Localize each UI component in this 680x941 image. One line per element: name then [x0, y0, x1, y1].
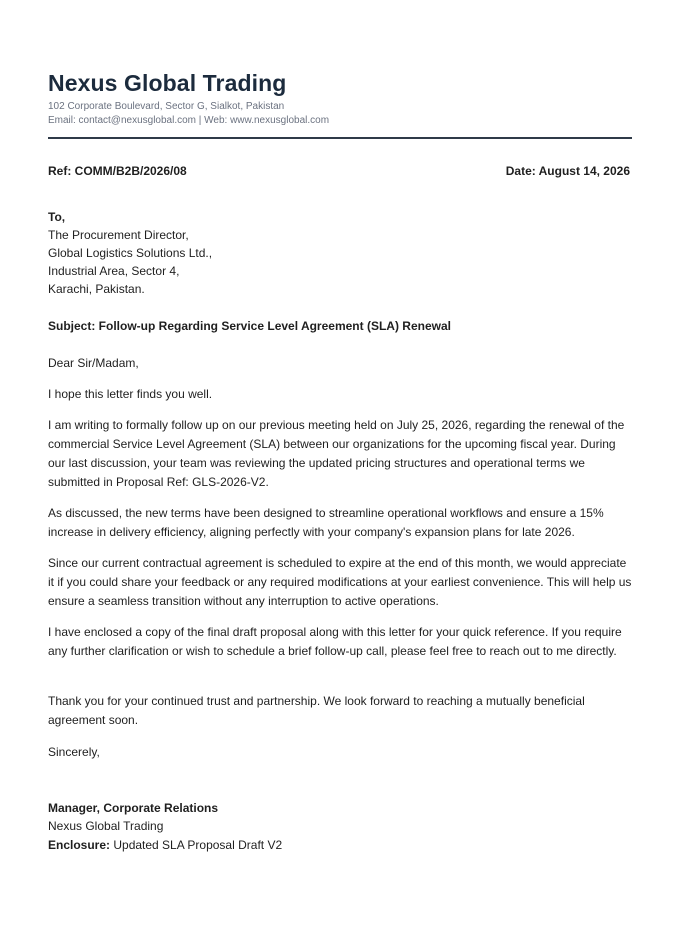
- opening-line: I hope this letter finds you well.: [48, 387, 213, 401]
- letter-page: [48, 0, 632, 941]
- body-paragraph: I am writing to formally follow up on our previous meeting held on July 25, 2026, regarding the renewal of the commercial Service Level Agreement (SLA) between our organizations for the upcoming fiscal year. During our last discussion, your team was reviewing the updated pricing structures and operational terms we submitted in Proposal Ref: GLS-2026-V2.: [48, 418, 625, 489]
- recipient-line: Industrial Area, Sector 4,: [48, 264, 180, 278]
- letter-date: Date: August 14, 2026: [505, 164, 630, 178]
- recipient-block: [48, 208, 212, 298]
- recipient-line: The Procurement Director,: [48, 228, 189, 242]
- closing: Sincerely,: [48, 745, 100, 759]
- enclosure-value: Updated SLA Proposal Draft V2: [110, 838, 283, 852]
- header-divider: [48, 137, 632, 139]
- body-paragraph: As discussed, the new terms have been designed to streamline operational workflows and ensure a 15% increase in delivery efficiency, aligning perfectly with your company's expansion plans for late 2026.: [48, 506, 604, 539]
- recipient-to-label: To,: [48, 210, 66, 224]
- enclosure-line: [48, 838, 282, 852]
- body-paragraph: Thank you for your continued trust and partnership. We look forward to reaching a mutually beneficial agreement soon.: [48, 694, 585, 727]
- company-address: 102 Corporate Boulevard, Sector G, Sialkot, Pakistan: [48, 101, 285, 112]
- salutation: Dear Sir/Madam,: [48, 356, 139, 370]
- recipient-line: Karachi, Pakistan.: [48, 282, 145, 296]
- body-paragraph: I have enclosed a copy of the final draft proposal along with this letter for your quick reference. If you require any further clarification or wish to schedule a brief follow-up call, please feel free to reach out to me directly.: [48, 625, 622, 658]
- signer-title: Manager, Corporate Relations: [48, 801, 219, 815]
- company-contact: Email: contact@nexusglobal.com | Web: www.nexusglobal.com: [48, 115, 330, 126]
- signer-organization: Nexus Global Trading: [48, 819, 164, 833]
- reference-number: Ref: COMM/B2B/2026/08: [48, 164, 187, 178]
- enclosure-label: Enclosure:: [48, 838, 111, 852]
- company-name: Nexus Global Trading: [48, 70, 287, 96]
- recipient-line: Global Logistics Solutions Ltd.,: [48, 246, 213, 260]
- body-paragraph: Since our current contractual agreement is scheduled to expire at the end of this month, we would appreciate it if you could share your feedback or any required modifications at your earliest convenience. This will help us ensure a seamless transition without any interruption to active operations.: [48, 556, 632, 608]
- subject-line: Subject: Follow-up Regarding Service Level Agreement (SLA) Renewal: [48, 319, 451, 333]
